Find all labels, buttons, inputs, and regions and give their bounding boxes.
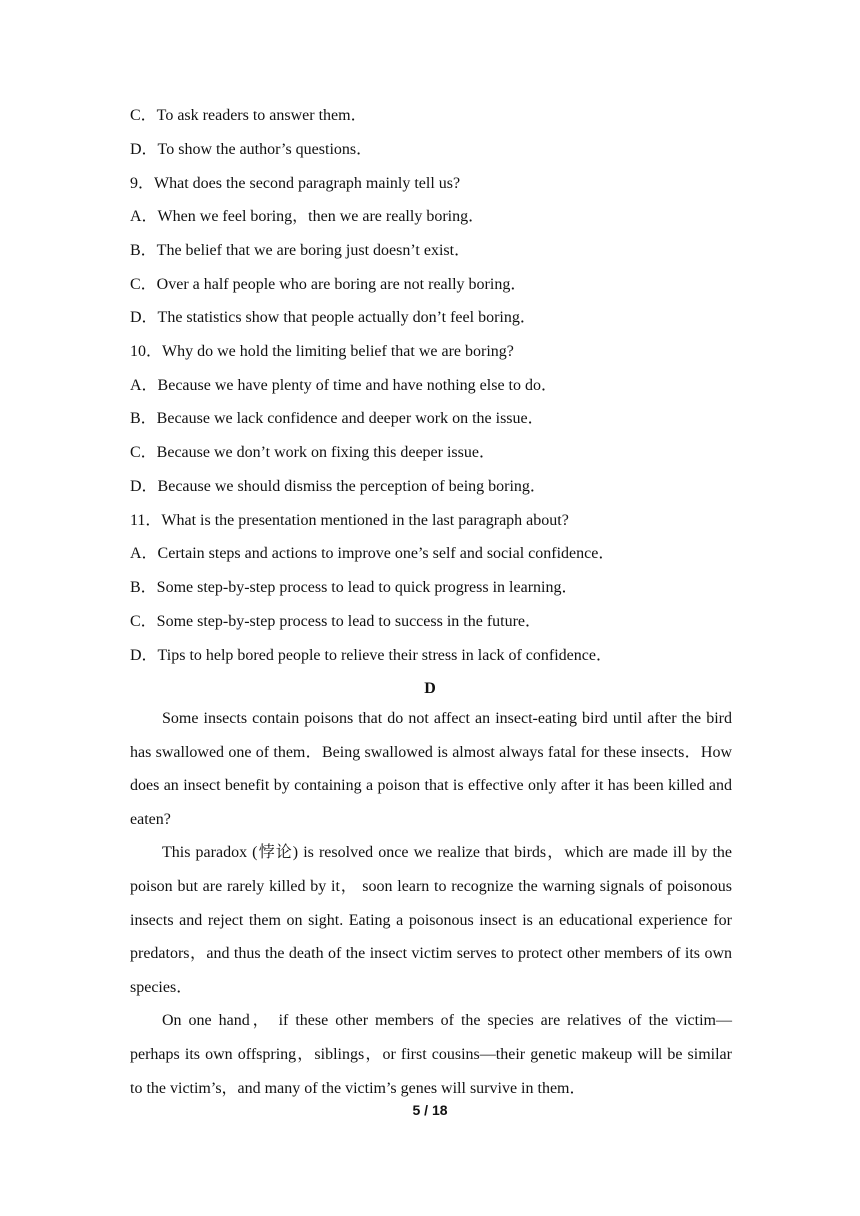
option-c-q11: C．Some step-by-step process to lead to success in the future． [130, 613, 542, 630]
option-a-q9: A．When we feel boring，then we are really boring． [130, 208, 485, 225]
option-d-q9: D．The statistics show that people actually don’t feel boring． [130, 309, 536, 326]
passage-paragraph-1: Some insects contain poisons that do not affect an insect-eating bird until after the bird has swallowed one of them．Being swallowed is almost always fatal for these insects．How does an insect benefit by containing a poison that is effective only after it has been killed and eaten? [130, 710, 732, 828]
option-c-q8: C．To ask readers to answer them． [130, 107, 367, 124]
option-b-q10: B．Because we lack confidence and deeper work on the issue． [130, 410, 544, 427]
question-10: 10．Why do we hold the limiting belief that we are boring? [130, 343, 514, 360]
option-d-q10: D．Because we should dismiss the perception of being boring． [130, 478, 546, 495]
option-d-q8: D．To show the author’s questions． [130, 141, 373, 158]
passage-d [130, 702, 732, 1105]
option-a-q11: A．Certain steps and actions to improve one’s self and social confidence． [130, 545, 615, 562]
question-9: 9．What does the second paragraph mainly tell us? [130, 175, 461, 192]
section-heading: D [424, 680, 436, 697]
passage-paragraph-2: This paradox (悖论) is resolved once we realize that birds，which are made ill by the poison but are rarely killed by it， soon learn to recognize the warning signals of poisonous insects and reject them on sight. Eating a poisonous insect is an educational experience for predators，and thus the death of the insect victim serves to protect other members of its own species． [130, 844, 732, 996]
passage-paragraph-3: On one hand， if these other members of the species are relatives of the victim—perhaps its own offspring，siblings，or first cousins—their genetic makeup will be similar to the victim’s，and many of the victim’s genes will survive in them． [130, 1012, 732, 1097]
option-c-q9: C．Over a half people who are boring are not really boring． [130, 276, 527, 293]
question-11: 11．What is the presentation mentioned in the last paragraph about? [130, 512, 569, 529]
option-b-q11: B．Some step-by-step process to lead to quick progress in learning． [130, 579, 578, 596]
page-number: 5 / 18 [412, 1102, 448, 1118]
option-a-q10: A．Because we have plenty of time and have nothing else to do． [130, 377, 557, 394]
option-d-q11: D．Tips to help bored people to relieve their stress in lack of confidence． [130, 647, 612, 664]
option-c-q10: C．Because we don’t work on fixing this deeper issue． [130, 444, 495, 461]
option-b-q9: B．The belief that we are boring just doesn’t exist． [130, 242, 471, 259]
